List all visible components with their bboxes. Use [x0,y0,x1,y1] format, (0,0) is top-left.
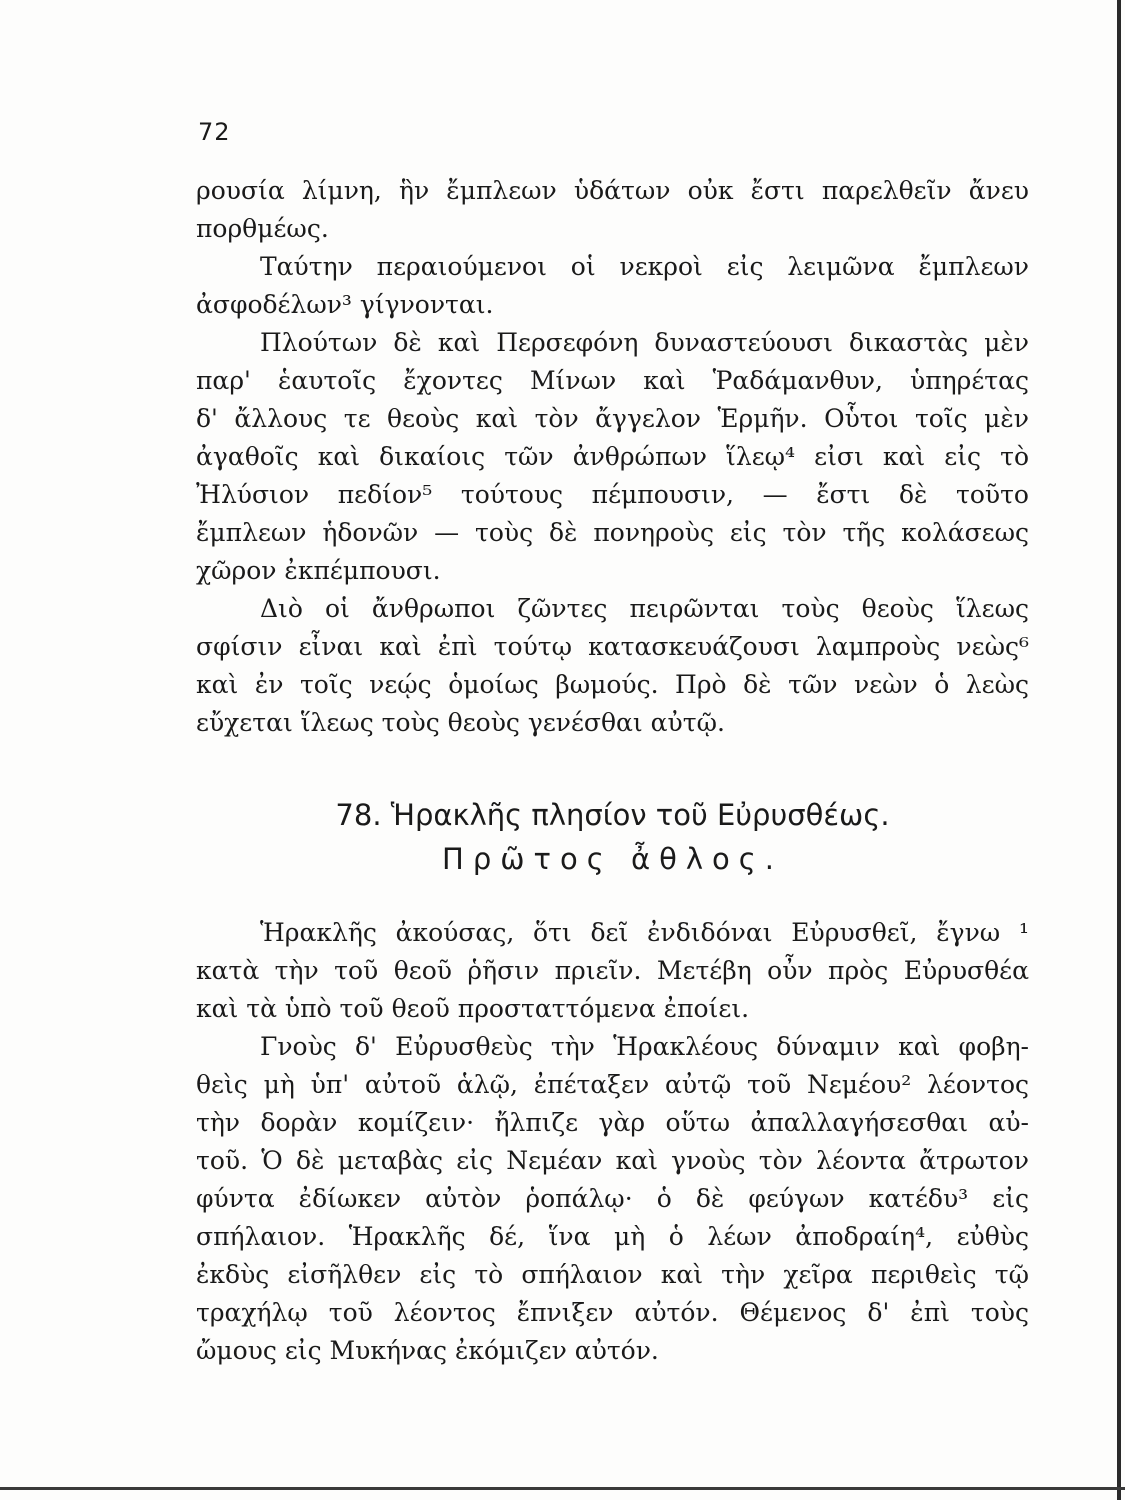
section-subheading: Πρῶτος ἆθλος. [442,842,783,876]
text-line: ἐκδὺς εἰσῆλθεν εἰς τὸ σπήλαιον καὶ τὴν χεῖρα περιθεὶς τῷ [196,1260,1029,1289]
text-line: χῶρον ἐκπέμπουσι. [196,556,441,585]
text-line: τὴν δορὰν κομίζειν· ἤλπιζε γὰρ οὕτω ἀπαλλαγήσεσθαι αὐ- [196,1108,1029,1137]
page-number: 72 [198,118,231,146]
text-line: παρ' ἑαυτοῖς ἔχοντες Μίνων καὶ Ῥαδάμανθυν, ὑπηρέτας [196,366,1029,395]
text-line: φύντα ἐδίωκεν αὐτὸν ῥοπάλῳ· ὁ δὲ φεύγων κατέδυ³ εἰς [196,1184,1029,1213]
text-line: τοῦ. Ὁ δὲ μεταβὰς εἰς Νεμέαν καὶ γνοὺς τὸν λέοντα ἄτρωτον [196,1146,1029,1175]
text-block-2 [196,914,1029,1370]
text-line: καὶ ἐν τοῖς νεῴς ὁμοίως βωμούς. Πρὸ δὲ τῶν νεὼν ὁ λεὼς [196,670,1029,699]
text-line: ἔμπλεων ἡδονῶν — τοὺς δὲ πονηροὺς εἰς τὸν τῆς κολάσεως [196,518,1029,547]
text-line: ἀσφοδέλων³ γίγνονται. [196,290,494,319]
page-bottom-edge [0,1487,1125,1490]
text-line: Γνοὺς δ' Εὐρυσθεὺς τὴν Ἡρακλέους δύναμιν καὶ φοβη- [260,1032,1029,1061]
text-line: Ταύτην περαιούμενοι οἱ νεκροὶ εἰς λειμῶνα ἔμπλεων [260,252,1029,281]
text-line: ἀγαθοῖς καὶ δικαίοις τῶν ἀνθρώπων ἵλεῳ⁴ εἰσι καὶ εἰς τὸ [196,442,1029,471]
text-line: σφίσιν εἶναι καὶ ἐπὶ τούτῳ κατασκευάζουσι λαμπροὺς νεὼς⁶ [196,632,1029,661]
text-line: ρουσία λίμνη, ἣν ἔμπλεων ὑδάτων οὐκ ἔστι παρελθεῖν ἄνευ [196,176,1029,205]
page-edge-shadow [1117,0,1121,1500]
text-line: θεὶς μὴ ὑπ' αὐτοῦ ἁλῷ, ἐπέταξεν αὐτῷ τοῦ Νεμέου² λέοντος [196,1070,1029,1099]
text-line: σπήλαιον. Ἡρακλῆς δέ, ἵνα μὴ ὁ λέων ἀποδραίη⁴, εὐθὺς [196,1222,1029,1251]
text-line: καὶ τὰ ὑπὸ τοῦ θεοῦ προσταττόμενα ἐποίει. [196,994,750,1023]
text-line: Διὸ οἱ ἄνθρωποι ζῶντες πειρῶνται τοὺς θεοὺς ἵλεως [260,594,1029,623]
text-line: ὤμους εἰς Μυκήνας ἐκόμιζεν αὐτόν. [196,1336,659,1365]
text-block-1 [196,172,1029,742]
text-line: Πλούτων δὲ καὶ Περσεφόνη δυναστεύουσι δικαστὰς μὲν [260,328,1029,357]
text-line: Ἠλύσιον πεδίον⁵ τούτους πέμπουσιν, — ἔστι δὲ τοῦτο [196,480,1029,509]
text-line: εὔχεται ἵλεως τοὺς θεοὺς γενέσθαι αὐτῷ. [196,708,725,737]
text-line: πορθμέως. [196,214,329,243]
text-line: δ' ἄλλους τε θεοὺς καὶ τὸν ἄγγελον Ἑρμῆν. Οὗτοι τοῖς μὲν [196,404,1029,433]
text-line: κατὰ τὴν τοῦ θεοῦ ῥῆσιν πριεῖν. Μετέβη οὖν πρὸς Εὐρυσθέα [196,956,1029,985]
text-line: τραχήλῳ τοῦ λέοντος ἔπνιξεν αὐτόν. Θέμενος δ' ἐπὶ τοὺς [196,1298,1029,1327]
text-line: Ἡρακλῆς ἀκούσας, ὅτι δεῖ ἐνδιδόναι Εὐρυσθεῖ, ἔγνω ¹ [260,918,1029,947]
section-heading: 78. Ἡρακλῆς πλησίον τοῦ Εὐρυσθέως. [335,798,890,832]
